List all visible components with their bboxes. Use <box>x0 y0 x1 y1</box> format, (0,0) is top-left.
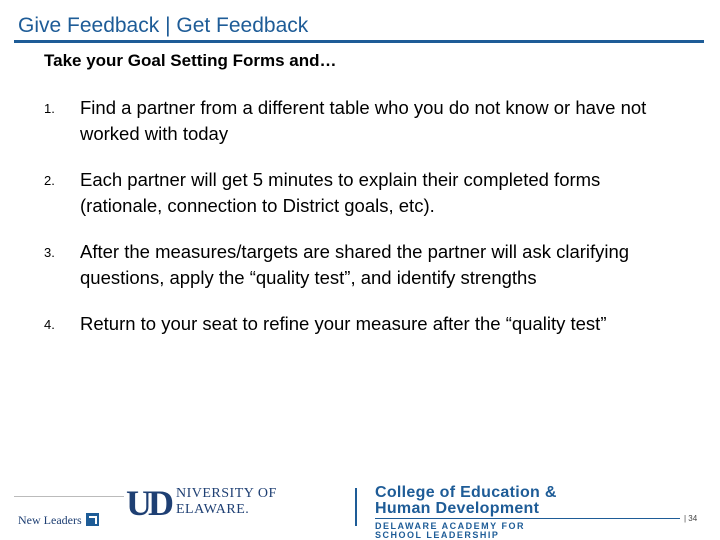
ud-monogram: UD <box>126 483 170 523</box>
step-number: 4. <box>44 317 55 332</box>
step-text: Find a partner from a different table who you do not know or have not worked with today <box>80 97 647 144</box>
step-text: Each partner will get 5 minutes to explain their completed forms (rationale, connection to District goals, etc). <box>80 169 601 216</box>
step-number: 1. <box>44 101 55 116</box>
list-item <box>44 167 684 219</box>
college-name-line2: Human Development <box>375 500 540 517</box>
ud-wordmark-line2: ELAWARE. <box>176 502 250 517</box>
step-number: 3. <box>44 245 55 260</box>
academy-name-line2: SCHOOL LEADERSHIP <box>375 530 500 540</box>
new-leaders-label: New Leaders <box>18 513 82 527</box>
academy-name-line1: DELAWARE ACADEMY FOR <box>375 521 526 531</box>
step-number: 2. <box>44 173 55 188</box>
new-leaders-logo <box>18 513 99 528</box>
ud-wordmark-line1: NIVERSITY OF <box>176 486 277 501</box>
list-item <box>44 239 684 291</box>
steps-list <box>44 95 684 357</box>
college-name-line1: College of Education & <box>375 484 557 501</box>
footer-divider <box>14 496 124 497</box>
list-item <box>44 95 684 147</box>
arrow-box-icon <box>86 513 99 526</box>
list-item <box>44 311 684 337</box>
university-of-delaware-logo <box>126 485 336 521</box>
title-underline <box>14 40 704 43</box>
step-text: Return to your seat to refine your measure after the “quality test” <box>80 313 607 334</box>
step-text: After the measures/targets are shared the partner will ask clarifying questions, apply the “quality test”, and identify strengths <box>80 241 630 288</box>
slide-title: Give Feedback | Get Feedback <box>18 14 309 37</box>
slide-subtitle: Take your Goal Setting Forms and… <box>44 51 337 70</box>
page-number: | 34 <box>684 514 698 523</box>
logo-divider <box>355 488 357 526</box>
college-divider <box>375 518 680 519</box>
